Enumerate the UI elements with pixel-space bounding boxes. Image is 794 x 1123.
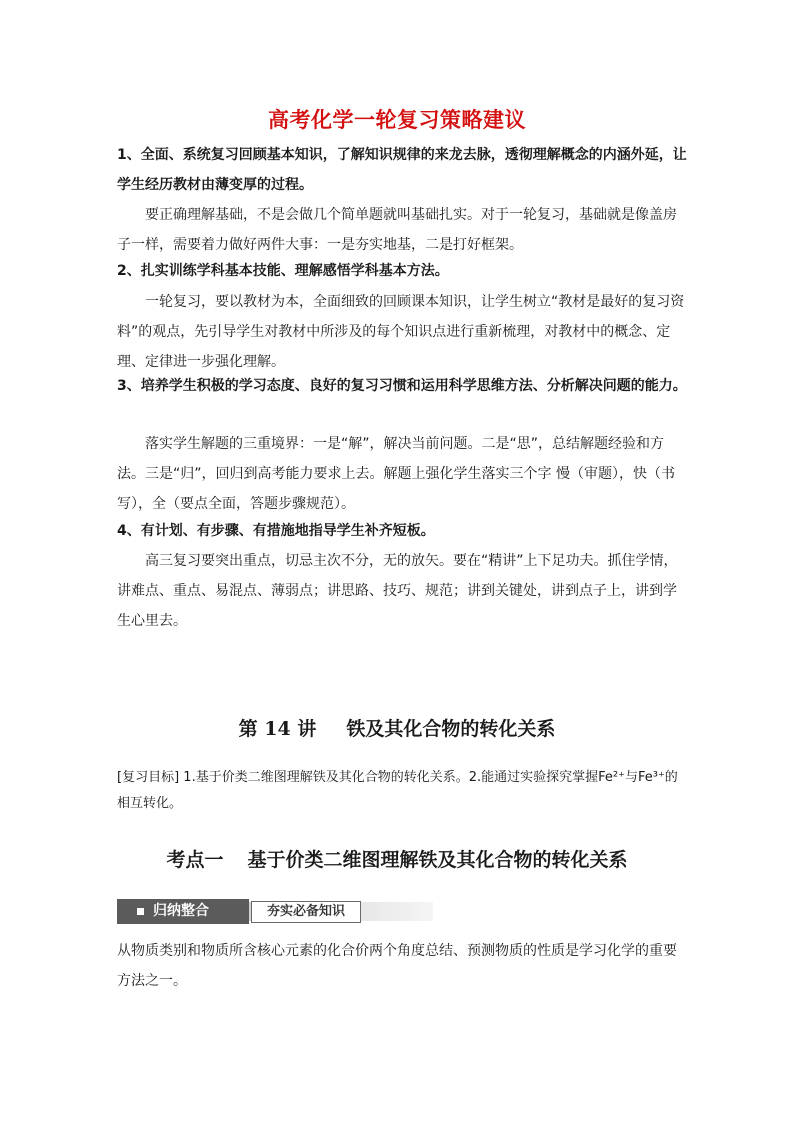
lecture-number: 第 14 讲 — [238, 718, 317, 740]
section-number: 考点一 — [166, 849, 224, 871]
section-title: 基于价类二维图理解铁及其化合物的转化关系 — [247, 849, 628, 871]
intro-paragraph: 从物质类别和物质所含核心元素的化合价两个角度总结、预测物质的性质是学习化学的重要方法之一。 — [117, 943, 677, 989]
banner-dark-label: 归纳整合 — [153, 903, 209, 919]
strategy-heading-2: 2、扎实训练学科基本技能、理解感悟学科基本方法。 — [117, 263, 449, 279]
lecture-title: 铁及其化合物的转化关系 — [346, 718, 556, 740]
strategy-body-3: 落实学生解题的三重境界：一是“解”，解决当前问题。二是“思”，总结解题经验和方法。三是“归”，回归到高考能力要求上去。解题上强化学生落实三个字 慢（审题），快（书写），全（要点全面，答题步骤规范）。 — [117, 436, 675, 512]
strategy-heading-1: 1、全面、系统复习回顾基本知识，了解知识规律的来龙去脉，透彻理解概念的内涵外延，让学生经历教材由薄变厚的过程。 — [117, 147, 687, 193]
strategy-title: 高考化学一轮复习策略建议 — [268, 108, 526, 132]
section-heading — [0, 845, 794, 872]
review-goal-label: [复习目标] — [117, 770, 180, 785]
strategy-body-2: 一轮复习，要以教材为本，全面细致的回顾课本知识，让学生树立“教材是最好的复习资料”的观点，先引导学生对教材中所涉及的每个知识点进行重新梳理，对教材中的概念、定理、定律进一步强化理解。 — [117, 294, 685, 370]
review-goal — [117, 765, 687, 817]
strategy-heading-3: 3、培养学生积极的学习态度、良好的复习习惯和运用科学思维方法、分析解决问题的能力。 — [117, 378, 687, 394]
strategy-body-1: 要正确理解基础，不是会做几个简单题就叫基础扎实。对于一轮复习，基础就是像盖房子一样，需要着力做好两件大事：一是夯实地基，二是打好框架。 — [117, 207, 677, 253]
banner-dark-tab — [117, 899, 249, 924]
summary-banner — [117, 899, 433, 924]
lecture-heading — [0, 714, 794, 741]
square-bullet-icon — [137, 908, 144, 915]
review-goal-text: 1.基于价类二维图理解铁及其化合物的转化关系。2.能通过实验探究掌握Fe²⁺与Fe³⁺的相互转化。 — [117, 770, 678, 811]
strategy-body-4: 高三复习要突出重点，切忌主次不分，无的放矢。要在“精讲”上下足功夫。抓住学情，讲难点、重点、易混点、薄弱点；讲思路、技巧、规范；讲到关键处，讲到点子上，讲到学生心里去。 — [117, 553, 678, 629]
banner-light-label: 夯实必备知识 — [251, 901, 361, 923]
strategy-heading-4: 4、有计划、有步骤、有措施地指导学生补齐短板。 — [117, 523, 435, 539]
